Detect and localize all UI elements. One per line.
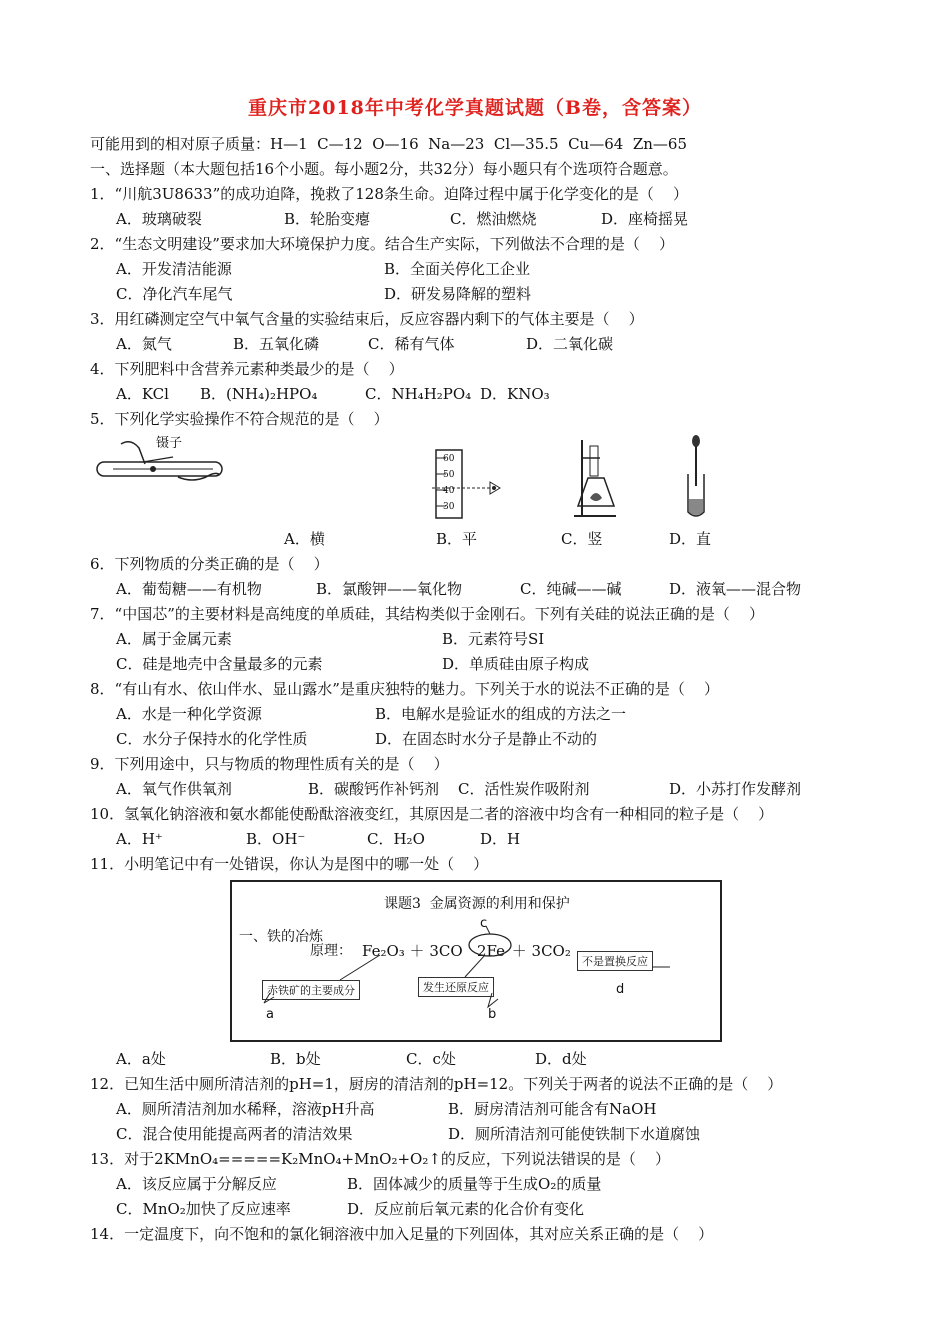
question-7: 7．“中国芯”的主要材料是高纯度的单质硅，其结构类似于金刚石。下列有关硅的说法正确的是（ ） [90,605,764,623]
q9-option-d: D．小苏打作发酵剂 [669,780,802,798]
q7-option-c: C．硅是地壳中含量最多的元素 [116,655,323,673]
q6-option-d: D．液氧——混合物 [669,580,802,598]
q7-option-b: B．元素符号SI [442,630,545,648]
q5-option-b: B．平 [436,530,478,548]
q2-option-a: A．开发清洁能源 [116,260,232,278]
q1-option-b: B．轮胎变瘪 [284,210,371,228]
label-box-b: 发生还原反应 [418,977,494,997]
tweezers-label: 镊子 [156,436,183,451]
q6-option-a: A．葡萄糖——有机物 [116,580,262,598]
q4-option-b: B．(NH₄)₂HPO₄ [200,385,318,403]
mark-b: b [488,1007,497,1022]
q13-option-b: B．固体减少的质量等于生成O₂的质量 [347,1175,602,1193]
label-box-a: 赤铁矿的主要成分 [262,980,360,1000]
question-12: 12．已知生活中厕所清洁剂的pH=1，厨房的清洁剂的pH=12。下列关于两者的说法不正确的是（ ） [90,1075,783,1093]
mark-d: d [616,982,625,997]
q10-option-c: C．H₂O [367,830,425,848]
q10-option-a: A．H⁺ [116,830,163,848]
question-9: 9．下列用途中，只与物质的物理性质有关的是（ ） [90,755,449,773]
q13-option-d: D．反应前后氧元素的化合价有变化 [347,1200,585,1218]
figure-d-dropper [684,434,708,520]
question-10: 10．氢氧化钠溶液和氨水都能使酚酞溶液变红，其原因是二者的溶液中均含有一种相同的粒子是（ ） [90,805,774,823]
q12-option-d: D．厕所清洁剂可能使铁制下水道腐蚀 [448,1125,701,1143]
question-11: 11．小明笔记中有一处错误，你认为是图中的哪一处（ ） [90,855,489,873]
q3-option-c: C．稀有气体 [368,335,455,353]
mark-a: a [266,1007,274,1022]
note-title: 课题3 金属资源的利用和保护 [384,896,570,912]
question-14: 14．一定温度下，向不饱和的氯化铜溶液中加入足量的下列固体，其对应关系正确的是（ ） [90,1225,714,1243]
q4-option-d: D．KNO₃ [480,385,550,403]
q3-option-a: A．氮气 [116,335,172,353]
figure-c-flask [570,438,620,518]
section-heading: 一、选择题（本大题包括16个小题。每小题2分，共32分）每小题只有个选项符合题意。 [90,160,678,178]
page-title: 重庆市2018年中考化学真题试题（B卷，含答案） [248,97,702,119]
q11-option-c: C．c处 [406,1050,456,1068]
q8-option-c: C．水分子保持水的化学性质 [116,730,308,748]
equation-left: Fe₂O₃ ＋ 3CO [362,942,463,960]
q8-option-b: B．电解水是验证水的组成的方法之一 [375,705,627,723]
cyl-tick-50: 50 [443,470,455,480]
q8-option-d: D．在固态时水分子是静止不动的 [375,730,598,748]
q11-option-a: A．a处 [116,1050,166,1068]
q13-option-a: A．该反应属于分解反应 [116,1175,277,1193]
note-principle: 原理： [310,943,352,959]
q5-option-d: D．直 [669,530,712,548]
question-6: 6．下列物质的分类正确的是（ ） [90,555,329,573]
q5-option-c: C．竖 [561,530,603,548]
equation-right: ＋ 3CO₂ [507,942,571,960]
cyl-tick-30: 30 [443,502,455,512]
cyl-tick-40: 40 [443,486,455,496]
question-3: 3．用红磷测定空气中氧气含量的实验结束后，反应容器内剩下的气体主要是（ ） [90,310,644,328]
question-4: 4．下列肥料中含营养元素种类最少的是（ ） [90,360,404,378]
q12-option-a: A．厕所清洁剂加水稀释，溶液pH升高 [116,1100,375,1118]
q2-option-d: D．研发易降解的塑料 [384,285,532,303]
q11-option-d: D．d处 [535,1050,587,1068]
q12-option-c: C．混合使用能提高两者的清洁效果 [116,1125,353,1143]
q9-option-c: C．活性炭作吸附剂 [458,780,590,798]
label-box-d: 不是置换反应 [577,951,653,971]
q6-option-c: C．纯碱——碱 [520,580,622,598]
question-13: 13．对于2KMnO₄=====K₂MnO₄+MnO₂+O₂↑的反应，下列说法错误的是（ ） [90,1150,670,1168]
q6-option-b: B．氯酸钾——氧化物 [316,580,463,598]
q11-option-b: B．b处 [270,1050,321,1068]
q2-option-b: B．全面关停化工企业 [384,260,531,278]
label-pointers [230,955,710,1015]
q13-option-c: C．MnO₂加快了反应速率 [116,1200,291,1218]
mark-c: c [480,916,488,931]
q1-option-a: A．玻璃破裂 [116,210,202,228]
cyl-tick-60: 60 [443,454,455,464]
q7-option-d: D．单质硅由原子构成 [442,655,590,673]
question-2: 2．“生态文明建设”要求加大环境保护力度。结合生产实际，下列做法不合理的是（ ） [90,235,674,253]
q9-option-a: A．氧气作供氧剂 [116,780,232,798]
question-1: 1．“川航3U8633”的成功迫降，挽救了128条生命。迫降过程中属于化学变化的是（ ） [90,185,688,203]
question-8: 8．“有山有水、依山伴水、显山露水”是重庆独特的魅力。下列关于水的说法不正确的是（ ） [90,680,719,698]
q3-option-d: D．二氧化碳 [526,335,614,353]
q2-option-c: C．净化汽车尾气 [116,285,233,303]
q9-option-b: B．碳酸钙作补钙剂 [308,780,440,798]
question-5: 5．下列化学实验操作不符合规范的是（ ） [90,410,389,428]
q4-option-a: A．KCl [116,385,169,403]
q7-option-a: A．属于金属元素 [116,630,232,648]
equation-middle: 2Fe [477,942,506,960]
q4-option-c: C．NH₄H₂PO₄ [365,385,472,403]
note-heading: 一、铁的冶炼 [239,929,323,945]
q10-option-d: D．H [480,830,521,848]
q8-option-a: A．水是一种化学资源 [116,705,262,723]
q12-option-b: B．厨房清洁剂可能含有NaOH [448,1100,657,1118]
q3-option-b: B．五氧化磷 [233,335,320,353]
q1-option-d: D．座椅摇晃 [601,210,689,228]
atomic-masses: 可能用到的相对原子质量：H—1 C—12 O—16 Na—23 Cl—35.5 Cu—64 Zn—65 [90,135,688,153]
q5-option-a: A．横 [284,530,325,548]
q1-option-c: C．燃油燃烧 [450,210,537,228]
q10-option-b: B．OH⁻ [246,830,306,848]
